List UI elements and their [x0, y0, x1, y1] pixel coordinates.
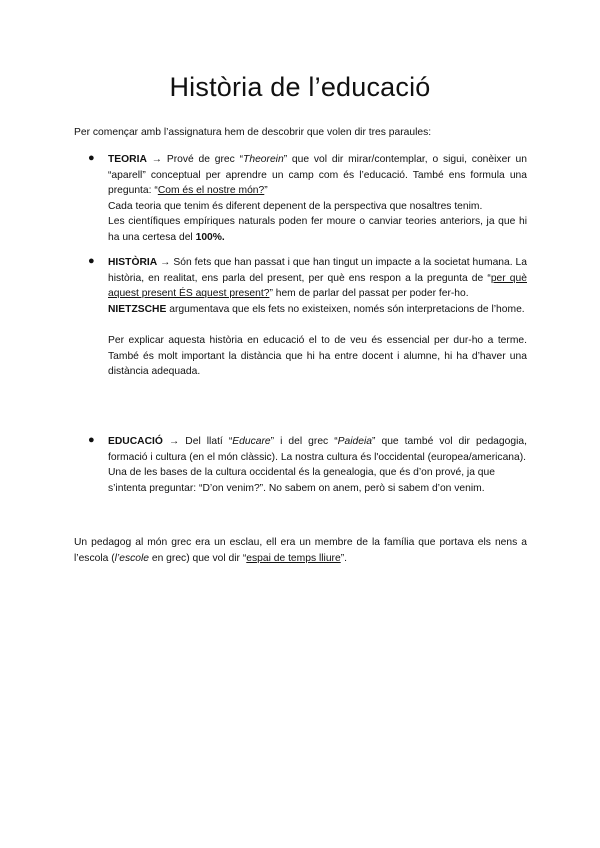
historia-nietzsche — [108, 302, 527, 318]
educacio-text-3: ” que també vol dir pedagogia, formació i cultura (en el món clàssic). La nostra cultura és l'occidental (europea/americana). — [108, 436, 527, 463]
closing-text-1: Un pedagog al món grec era un esclau, ell era un membre de la família que portava els nens a l’escola ( — [74, 537, 527, 564]
closing-text-3: ”. — [340, 552, 348, 564]
arrow-icon: → — [168, 436, 180, 447]
arrow-icon: → — [160, 257, 171, 268]
term-historia: HISTÒRIA — [108, 257, 158, 268]
bullet-icon: ● — [88, 152, 95, 164]
historia-text-3: argumentava que els fets no existeixen, només són interpretacions de l’home. — [166, 303, 525, 315]
educacio-greek-term: Paideia — [337, 436, 373, 447]
historia-question: per què aquest present ÉS aquest present? — [108, 272, 527, 300]
closing-greek-term: l’escole — [114, 552, 149, 564]
educacio-text-2: ” i del grec “ — [270, 436, 338, 447]
closing-text-2: en grec) que vol dir “ — [148, 552, 247, 564]
list-item-historia — [88, 255, 527, 380]
teoria-line-2: Cada teoria que tenim és diferent depenent de la perspectiva que nosaltres tenim. — [108, 200, 483, 212]
page-title: Història de l’educació — [169, 72, 431, 102]
teoria-greek-term: Theorein — [243, 154, 284, 165]
teoria-text-2: ” que vol dir mirar/contemplar, o sigui, conèixer un “aparell” conceptual per aprendre un camp com és l’educació. També ens formula una pregunta: “ — [108, 154, 527, 197]
term-nietzsche: NIETZSCHE — [108, 303, 167, 315]
term-teoria: TEORIA — [108, 154, 147, 165]
bullet-icon: ● — [88, 434, 95, 446]
closing-definition: espai de temps lliure — [246, 552, 341, 564]
closing-text — [74, 535, 527, 566]
historia-paragraph — [108, 255, 527, 302]
historia-paragraph-2: Per explicar aquesta història en educació el to de veu és essencial per dur-ho a terme. També és molt important la distància que hi ha entre docent i alumne, hi ha d’haver una distància adequada. — [108, 334, 527, 378]
teoria-paragraph — [108, 152, 527, 199]
teoria-quote-end: ” — [264, 185, 268, 197]
historia-text-2: ” hem de parlar del passat per poder fer-ho. — [269, 288, 469, 300]
educacio-paragraph — [108, 434, 527, 465]
historia-text-1: Són fets que han passat i que han tingut un impacte a la societat humana. La història, en realitat, ens parla del present, per què ens respon a la pregunta de “ — [108, 257, 527, 284]
teoria-certainty: 100%. — [195, 231, 225, 243]
intro-paragraph: Per començar amb l’assignatura hem de descobrir que volen dir tres paraules: — [74, 127, 432, 138]
arrow-icon: → — [151, 154, 163, 165]
teoria-text-1: Prové de grec “ — [166, 154, 244, 165]
educacio-latin-term: Educare — [232, 436, 271, 447]
term-educacio: EDUCACIÓ — [108, 436, 163, 447]
teoria-text-3: Les científiques empíriques naturals poden fer moure o canviar teories anteriors, ja que hi ha una certesa del — [108, 216, 527, 243]
list-item-educacio — [88, 434, 527, 496]
closing-paragraph — [74, 535, 527, 566]
teoria-line-3 — [108, 214, 527, 245]
educacio-paragraph-2: Una de les bases de la cultura occidental és la genealogia, que és d’on prové, ja que s’intenta preguntar: “D’on venim?”. No sabem on anem, però si sabem d’on venim. — [108, 467, 495, 494]
educacio-text-1: Del llatí “ — [185, 436, 233, 447]
teoria-question: Com és el nostre món? — [157, 185, 265, 197]
list-item-teoria — [88, 152, 527, 246]
bullet-icon: ● — [88, 255, 95, 267]
